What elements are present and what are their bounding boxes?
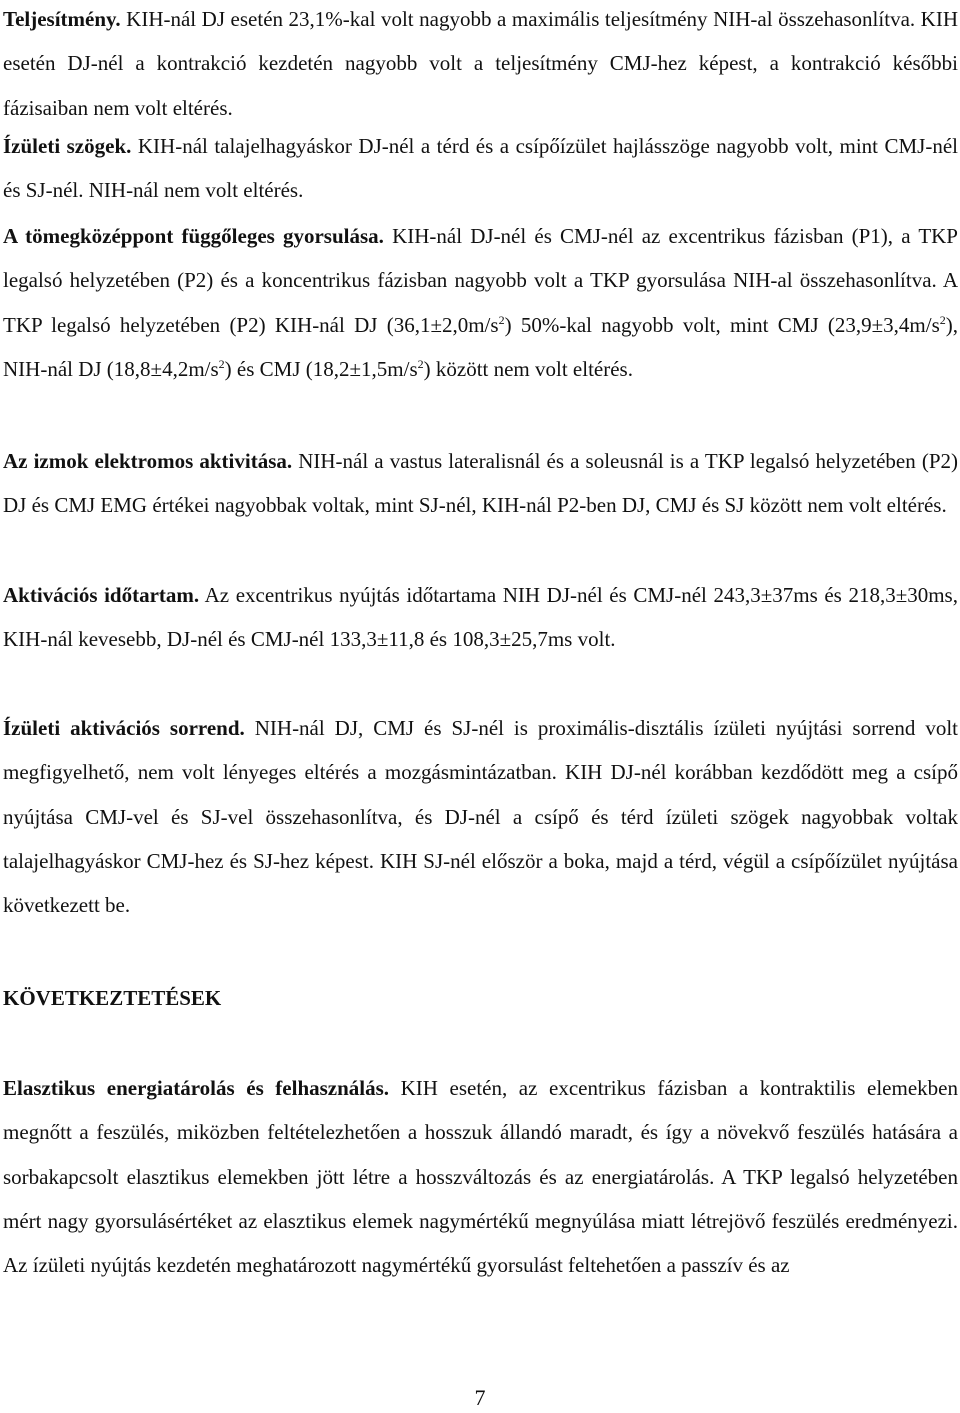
paragraph-text: KIH-nál DJ-nél és CMJ-nél az excentrikus fázisban (P1), a TKP legalsó helyzetében (P2) és a koncentrikus fázisban nagyobb volt a TKP gyorsulása NIH-al összehasonlítva. A TKP legalsó helyzetében (P2) KIH-nál DJ (36,1±2,0m/s — [3, 224, 958, 337]
paragraph-izuleti-szogek — [3, 124, 958, 213]
paragraph-text: NIH-nál DJ, CMJ és SJ-nél is proximális-disztális ízületi nyújtási sorrend volt megfigyelhető, nem volt lényeges eltérés a mozgásmintázatban. KIH DJ-nél korábban kezdődött meg a csípő nyújtása CMJ-vel és SJ-vel összehasonlítva, és DJ-nél a csípő és térd ízületi szögek nagyobbak voltak talajelhagyáskor CMJ-hez és SJ-hez képest. KIH SJ-nél először a boka, majd a térd, végül a csípőízület nyújtása következett be. — [3, 716, 958, 918]
paragraph-text: NIH-nál a vastus lateralisnál és a soleusnál is a TKP legalsó helyzetében (P2) DJ és CMJ EMG értékei nagyobbak voltak, mint SJ-nél, KIH-nál P2-ben DJ, CMJ és SJ között nem volt eltérés. — [3, 449, 959, 518]
paragraph-text: Az excentrikus nyújtás időtartama NIH DJ-nél és CMJ-nél 243,3±37ms és 218,3±30ms, KIH-nál kevesebb, DJ-nél és CMJ-nél 133,3±11,8 és 108,3±25,7ms volt. — [3, 583, 958, 652]
paragraph-text: KIH esetén, az excentrikus fázisban a kontraktilis elemekben megnőtt a feszülés, miközben feltételezhetően a hosszuk állandó maradt, és így a növekvő feszülés hatására a sorbakapcsolt elasztikus elemekben jött létre a hosszváltozás és az energiatárolás. A TKP legalsó helyzetében mért nagy gyorsulásértéket az elasztikus elemek nagymértékű megnyúlása miatt létrejövő feszülés eredményezi. Az ízületi nyújtás kezdetén meghatározott nagymértékű gyorsulást feltehetően a passzív és az — [3, 1076, 958, 1278]
superscript: 2 — [498, 312, 505, 327]
paragraph-text: ) és CMJ (18,2±1,5m/s — [224, 356, 418, 381]
paragraph-teljesitmeny — [3, 0, 958, 130]
paragraph-elasztikus-energia — [3, 1066, 958, 1287]
paragraph-title: Ízületi szögek. — [3, 134, 132, 158]
page-number: 7 — [474, 1385, 486, 1410]
paragraph-text: ) között nem volt eltérés. — [423, 356, 633, 381]
paragraph-tkp-gyorsulas — [3, 214, 958, 391]
superscript: 2 — [417, 356, 424, 371]
paragraph-title: Az izmok elektromos aktivitása. — [3, 449, 293, 473]
paragraph-izuleti-aktivacios-sorrend — [3, 706, 958, 927]
paragraph-text: KIH-nál DJ esetén 23,1%-kal volt nagyobb a maximális teljesítmény NIH-al összehasonlítva. KIH esetén DJ-nél a kontrakció kezdetén nagyobb volt a teljesítmény CMJ-hez képest, a kontrakció későbbi fázisaiban nem volt eltérés. — [3, 7, 958, 120]
paragraph-izmok-aktivitas — [3, 439, 958, 528]
paragraph-text: KIH-nál talajelhagyáskor DJ-nél a térd és a csípőízület hajlásszöge nagyobb volt, mint CMJ-nél és SJ-nél. NIH-nál nem volt eltérés. — [3, 134, 958, 203]
paragraph-text: ), NIH-nál DJ (18,8±4,2m/s — [3, 312, 958, 381]
section-heading: KÖVETKEZTETÉSEK — [3, 986, 222, 1010]
paragraph-title: Elasztikus energiatárolás és felhasználás. — [3, 1076, 390, 1100]
superscript: 2 — [939, 312, 946, 327]
paragraph-title: Aktivációs időtartam. — [3, 583, 200, 607]
paragraph-title: Ízületi aktivációs sorrend. — [3, 716, 245, 740]
paragraph-title: A tömegközéppont függőleges gyorsulása. — [3, 224, 384, 248]
paragraph-aktivacios-idotartam — [3, 573, 958, 662]
superscript: 2 — [218, 356, 225, 371]
paragraph-title: Teljesítmény. — [3, 7, 121, 31]
paragraph-text: ) 50%-kal nagyobb volt, mint CMJ (23,9±3,4m/s — [504, 312, 940, 337]
